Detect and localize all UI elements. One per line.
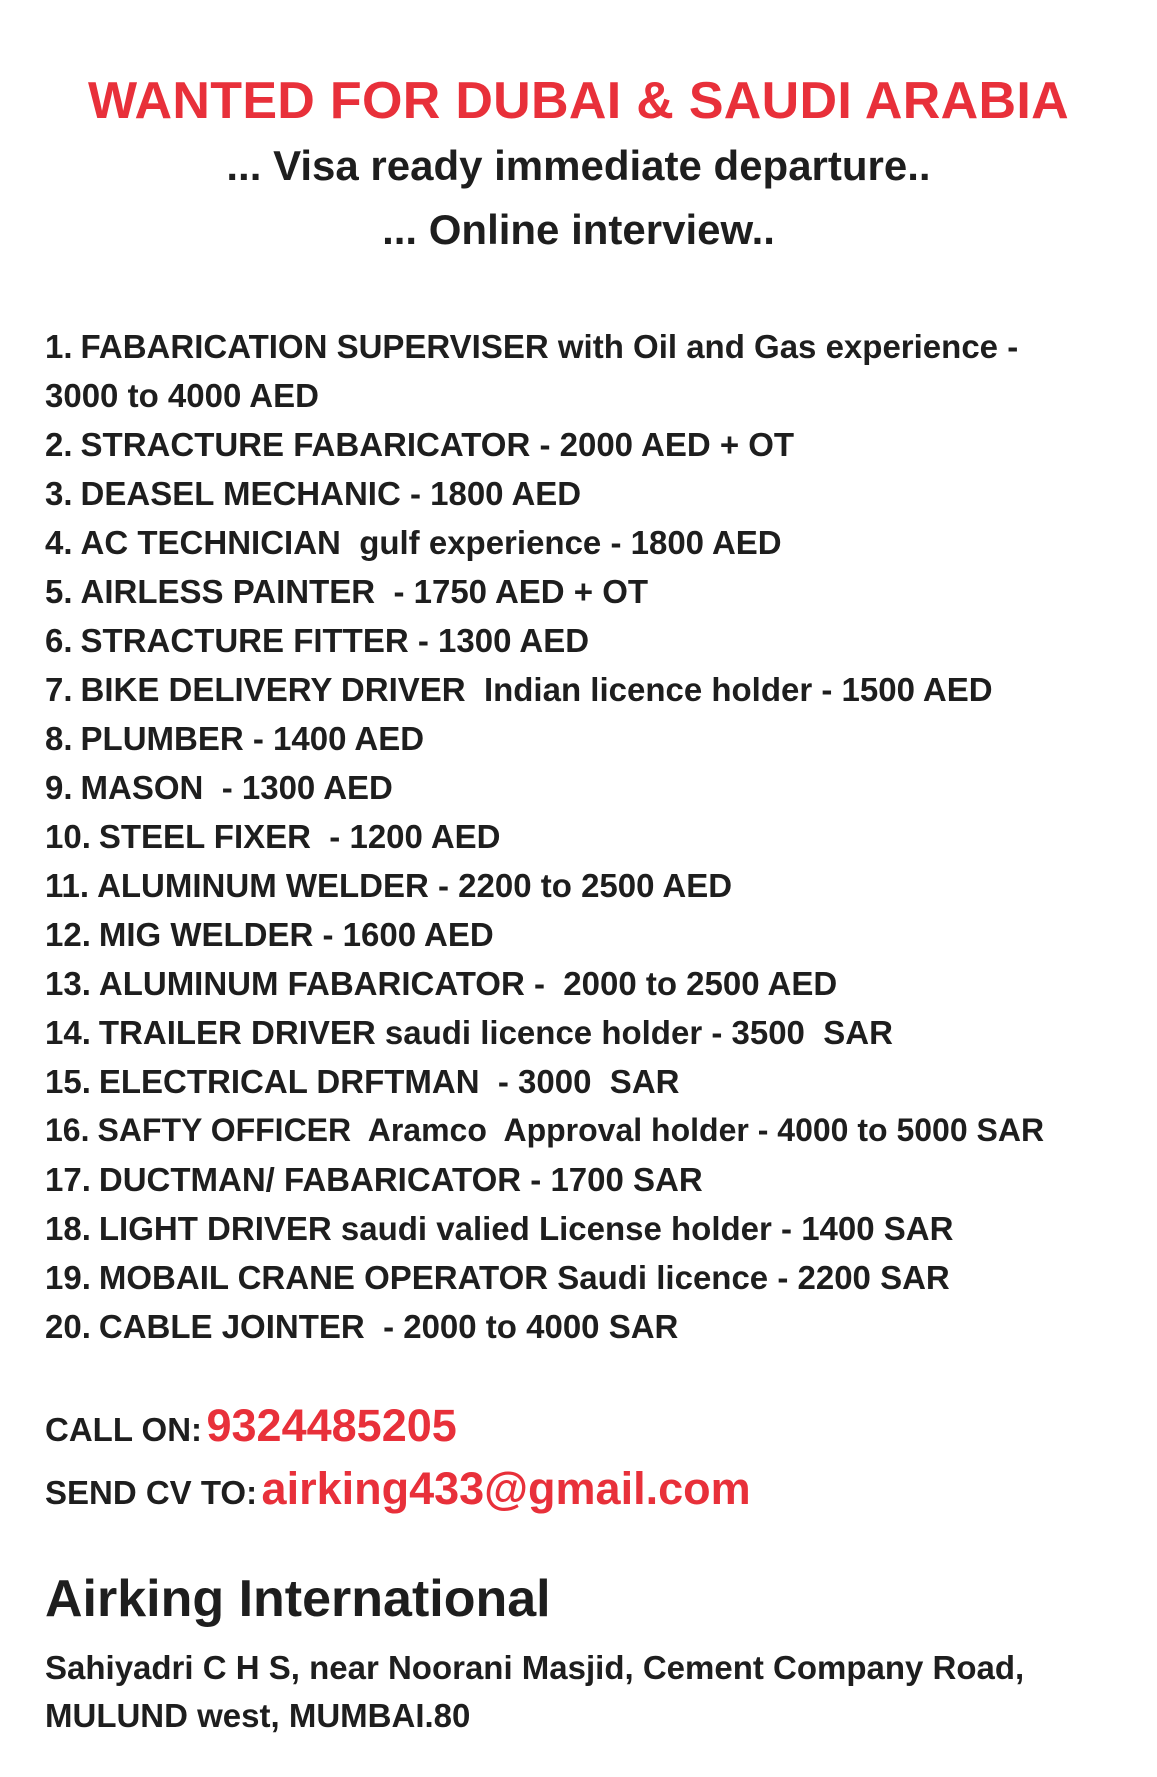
job-number: 18. <box>45 1210 91 1247</box>
job-text: TRAILER DRIVER saudi licence holder - 3500 SAR <box>98 1014 893 1051</box>
job-item <box>45 1302 1135 1351</box>
job-text: DUCTMAN/ FABARICATOR - 1700 SAR <box>98 1161 703 1198</box>
job-text: BIKE DELIVERY DRIVER Indian licence holder - 1500 AED <box>80 671 993 708</box>
job-text: ELECTRICAL DRFTMAN - 3000 SAR <box>98 1063 680 1100</box>
job-item <box>45 469 1135 518</box>
job-number: 11. <box>45 867 90 904</box>
job-item <box>45 861 1135 910</box>
job-text: ALUMINUM WELDER - 2200 to 2500 AED <box>97 867 733 904</box>
phone-number-link[interactable]: 9324485205 <box>206 1400 457 1451</box>
job-text: AIRLESS PAINTER - 1750 AED + OT <box>80 573 649 610</box>
call-contact <box>45 1400 457 1452</box>
visa-ready-subtitle: ... Visa ready immediate departure.. <box>226 142 931 189</box>
job-text: SAFTY OFFICER Aramco Approval holder - 4000 to 5000 SAR <box>97 1112 1045 1148</box>
job-number: 1. <box>45 328 73 365</box>
company-address-line-1: Sahiyadri C H S, near Noorani Masjid, Cement Company Road, <box>45 1649 1025 1686</box>
company-address-line-2: MULUND west, MUMBAI.80 <box>45 1697 471 1734</box>
job-item <box>45 1106 1135 1155</box>
cv-label: SEND CV TO: <box>45 1474 258 1511</box>
job-text: FABARICATION SUPERVISER with Oil and Gas experience - 3000 to 4000 AED <box>45 328 1019 414</box>
job-text: LIGHT DRIVER saudi valied License holder - 1400 SAR <box>98 1210 954 1247</box>
job-item <box>45 959 1135 1008</box>
job-number: 20. <box>45 1308 91 1345</box>
job-number: 3. <box>45 475 73 512</box>
job-number: 10. <box>45 818 91 855</box>
job-text: CABLE JOINTER - 2000 to 4000 SAR <box>98 1308 679 1345</box>
job-number: 4. <box>45 524 73 561</box>
job-number: 15. <box>45 1063 91 1100</box>
job-item <box>45 1155 1135 1204</box>
job-number: 8. <box>45 720 73 757</box>
job-number: 14. <box>45 1014 91 1051</box>
job-item <box>45 567 1135 616</box>
job-text: MOBAIL CRANE OPERATOR Saudi licence - 2200 SAR <box>98 1259 950 1296</box>
job-number: 17. <box>45 1161 91 1198</box>
job-item <box>45 665 1135 714</box>
job-item <box>45 322 1045 420</box>
job-item <box>45 763 1135 812</box>
job-number: 19. <box>45 1259 91 1296</box>
flyer-title: WANTED FOR DUBAI & SAUDI ARABIA <box>88 72 1069 130</box>
job-number: 9. <box>45 769 73 806</box>
job-item <box>45 1057 1135 1106</box>
job-item <box>45 812 1135 861</box>
job-item <box>45 910 1135 959</box>
job-text: MASON - 1300 AED <box>80 769 393 806</box>
call-label: CALL ON: <box>45 1411 203 1448</box>
job-list <box>45 322 1135 1351</box>
job-text: DEASEL MECHANIC - 1800 AED <box>80 475 582 512</box>
job-number: 5. <box>45 573 73 610</box>
job-text: AC TECHNICIAN gulf experience - 1800 AED <box>80 524 782 561</box>
job-item <box>45 1204 1135 1253</box>
job-text: STEEL FIXER - 1200 AED <box>98 818 501 855</box>
job-number: 7. <box>45 671 73 708</box>
job-item <box>45 616 1135 665</box>
job-text: PLUMBER - 1400 AED <box>80 720 425 757</box>
online-interview-subtitle: ... Online interview.. <box>382 206 775 253</box>
email-link[interactable]: airking433@gmail.com <box>261 1463 751 1514</box>
job-item <box>45 1008 1135 1057</box>
job-number: 2. <box>45 426 73 463</box>
job-text: STRACTURE FABARICATOR - 2000 AED + OT <box>80 426 795 463</box>
job-number: 16. <box>45 1112 90 1148</box>
job-text: ALUMINUM FABARICATOR - 2000 to 2500 AED <box>98 965 838 1002</box>
company-name: Airking International <box>45 1570 551 1628</box>
job-item <box>45 420 1135 469</box>
cv-contact <box>45 1463 751 1515</box>
job-number: 12. <box>45 916 91 953</box>
job-item <box>45 714 1135 763</box>
job-item <box>45 518 1135 567</box>
job-item <box>45 1253 1135 1302</box>
job-number: 6. <box>45 622 73 659</box>
job-text: STRACTURE FITTER - 1300 AED <box>80 622 590 659</box>
job-text: MIG WELDER - 1600 AED <box>98 916 494 953</box>
job-number: 13. <box>45 965 91 1002</box>
